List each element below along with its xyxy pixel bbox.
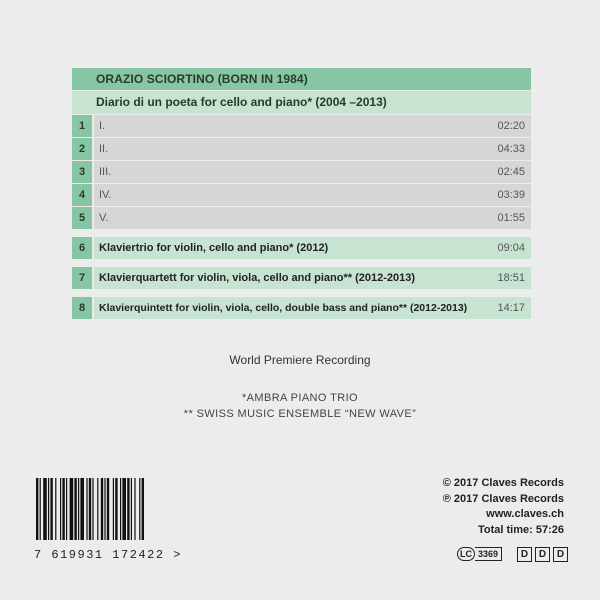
barcode-bar xyxy=(78,478,79,540)
track-number: 4 xyxy=(72,184,92,206)
label-code-badge xyxy=(457,547,502,561)
ddd-letter: D xyxy=(553,547,568,562)
track-title: II. xyxy=(99,143,109,155)
barcode-bar xyxy=(142,478,144,540)
track-cell xyxy=(94,207,531,229)
track-duration: 02:20 xyxy=(497,120,525,132)
track-title: V. xyxy=(99,212,109,224)
track-row xyxy=(72,161,531,183)
track-duration: 14:17 xyxy=(497,302,525,314)
ddd-letter: D xyxy=(517,547,532,562)
track-cell xyxy=(94,267,531,289)
track-row xyxy=(72,237,531,259)
credits xyxy=(443,476,564,538)
barcode-bar xyxy=(86,478,87,540)
performer-line: ** SWISS MUSIC ENSEMBLE “NEW WAVE” xyxy=(183,408,417,420)
barcode-bar xyxy=(50,478,52,540)
barcode-bar xyxy=(70,478,74,540)
track-cell xyxy=(94,161,531,183)
barcode-bar xyxy=(89,478,91,540)
barcode-bar xyxy=(101,478,103,540)
track-number: 1 xyxy=(72,115,92,137)
track-cell xyxy=(94,297,531,319)
track-title: Klavierquintett for violin, viola, cello, double bass and piano** (2012-2013) xyxy=(99,302,468,314)
track-row xyxy=(72,207,531,229)
label-code-number: 3369 xyxy=(475,547,502,561)
track-title: Klavierquartett for violin, viola, cello and piano** (2012-2013) xyxy=(99,272,416,284)
barcode-bar xyxy=(120,478,121,540)
premiere-note: World Premiere Recording xyxy=(229,353,371,367)
ddd-letter: D xyxy=(535,547,550,562)
barcode-bar xyxy=(40,478,41,540)
track-cell xyxy=(94,184,531,206)
barcode-bar xyxy=(97,478,98,540)
barcode-bar xyxy=(131,478,132,540)
track-row xyxy=(72,138,531,160)
track-number: 2 xyxy=(72,138,92,160)
track-duration: 01:55 xyxy=(497,212,525,224)
track-number: 3 xyxy=(72,161,92,183)
phonogram-line: ℗ 2017 Claves Records xyxy=(442,492,564,505)
track-duration: 03:39 xyxy=(497,189,525,201)
barcode-bar xyxy=(113,478,114,540)
track-duration: 04:33 xyxy=(497,143,525,155)
barcode-bar xyxy=(92,478,93,540)
track-cell xyxy=(94,237,531,259)
barcode-bar xyxy=(66,478,67,540)
track-number: 6 xyxy=(72,237,92,259)
barcode-bar xyxy=(36,478,38,540)
track-duration: 18:51 xyxy=(497,272,525,284)
barcode-icon xyxy=(36,478,186,540)
barcode-bar xyxy=(104,478,105,540)
track-title: I. xyxy=(99,120,106,132)
track-duration: 09:04 xyxy=(497,242,525,254)
track-title: Klaviertrio for violin, cello and piano* (2012) xyxy=(99,242,329,254)
track-row xyxy=(72,297,531,319)
track-row xyxy=(72,184,531,206)
tracklist xyxy=(72,68,531,319)
track-cell xyxy=(94,138,531,160)
track-number: 8 xyxy=(72,297,92,319)
track-cell xyxy=(94,115,531,137)
barcode-bar xyxy=(60,478,61,540)
barcode-bar xyxy=(43,478,47,540)
track-duration: 02:45 xyxy=(497,166,525,178)
barcode-bar xyxy=(122,478,126,540)
work-title: Diario di un poeta for cello and piano* (2004 –2013) xyxy=(72,91,531,114)
label-code-prefix: LC xyxy=(457,547,475,561)
track-number: 7 xyxy=(72,267,92,289)
barcode-number: 7 619931 172422 > xyxy=(34,548,182,562)
barcode-bar xyxy=(62,478,64,540)
track-row xyxy=(72,267,531,289)
barcode-bar xyxy=(107,478,109,540)
barcode-bar xyxy=(127,478,129,540)
copyright-line: © 2017 Claves Records xyxy=(442,477,564,489)
track-title: IV. xyxy=(99,189,112,201)
barcode-bar xyxy=(139,478,140,540)
ddd-badge xyxy=(517,547,568,562)
composer-header: ORAZIO SCIORTINO (BORN IN 1984) xyxy=(72,68,531,90)
barcode-bar xyxy=(74,478,76,540)
barcode-bar xyxy=(115,478,117,540)
barcode-bar xyxy=(80,478,84,540)
track-number: 5 xyxy=(72,207,92,229)
track-row xyxy=(72,115,531,137)
performer-line: *AMBRA PIANO TRIO xyxy=(241,392,358,404)
barcode-bar xyxy=(55,478,56,540)
barcode-bar xyxy=(134,478,135,540)
track-title: III. xyxy=(99,166,112,178)
barcode-bar xyxy=(48,478,49,540)
website-line: www.claves.ch xyxy=(486,508,564,520)
total-time: Total time: 57:26 xyxy=(478,523,564,536)
